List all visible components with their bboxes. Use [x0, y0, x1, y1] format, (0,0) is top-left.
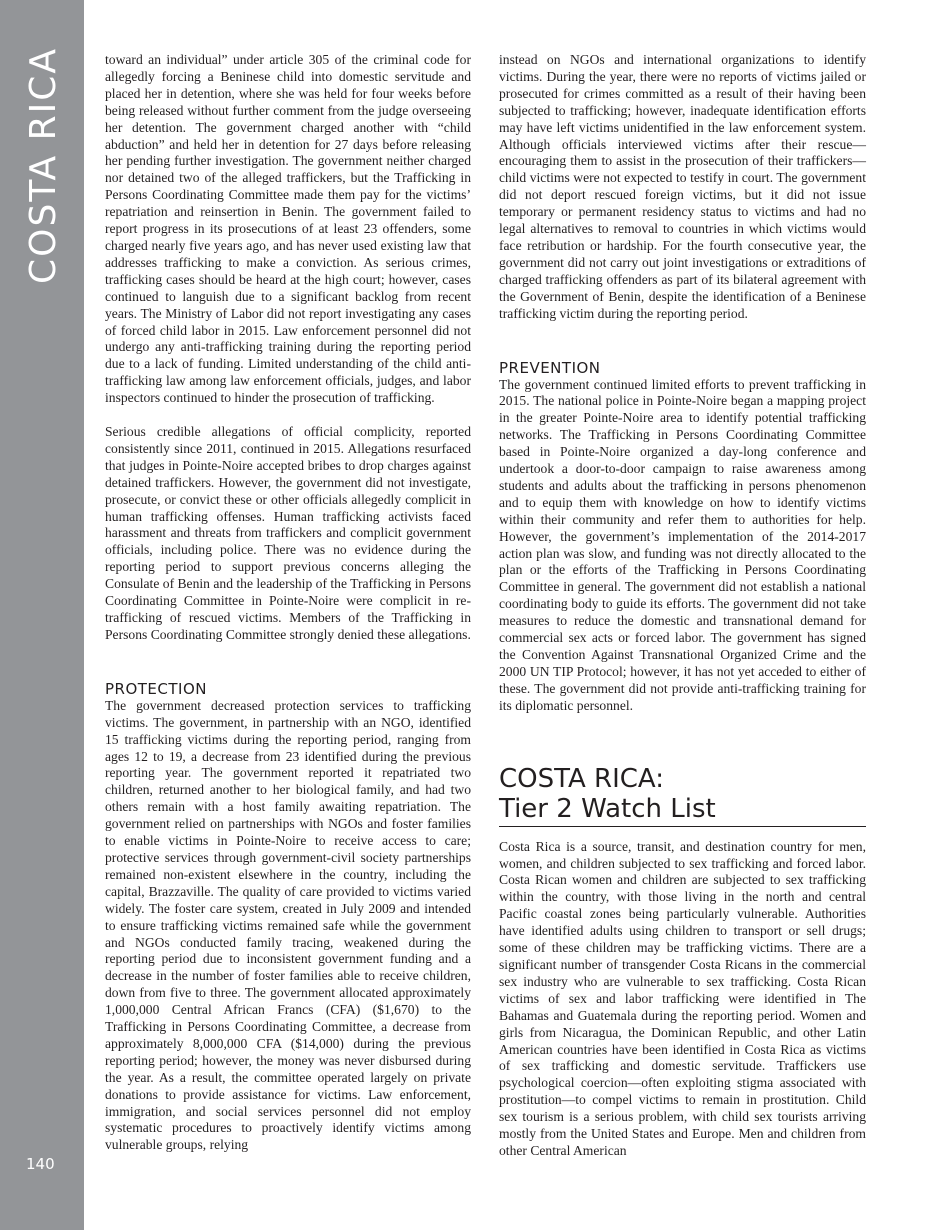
body-paragraph: The government decreased protection services to trafficking victims. The government, in partnership with an NGO, identified 15 trafficking victims during the reporting period, ranging from ages 12 to 19, a decrease from 23 identified during the previous reporting year. The government reported it repatriated two children, returned another to her biological family, and had two others remain with a host family awaiting repatriation. The government relied on partnerships with NGOs and foster families to enable victims in Pointe-Noire to receive access to care; protective services through government-civil society partnerships remained non-existent elsewhere in the country, including the capital, Brazzaville. The quality of care provided to victims varied widely. The foster care system, created in July 2009 and intended to ensure trafficking victims remained safe while the government and NGOs conducted family tracing, weakened during the reporting period due to inconsistent government funding and a decrease in the number of foster families able to receive children, down from five to three. The government allocated approximately 1,000,000 Central African Francs (CFA) ($1,670) to the Trafficking in Persons Coordinating Committee, a decrease from approximately 8,000,000 CFA ($14,000) during the previous reporting period; however, the money was never disbursed during the year. As a result, the committee operated largely on private donations to provide assistance for victims. Law enforcement, immigration, and social services personnel did not employ systematic procedures to proactively identify victims among vulnerable groups, relying — [105, 697, 471, 1153]
running-head-country: COSTA RICA — [23, 47, 64, 284]
body-paragraph: Costa Rica is a source, transit, and destination country for men, women, and children subjected to sex trafficking and forced labor. Costa Rican women and children are subjected to sex trafficking within the country, with those living in the north and central Pacific coastal zones being particularly vulnerable. Authorities have identified adults using children to transport or sell drugs; some of these children may be trafficking victims. There are a significant number of transgender Costa Ricans in the commercial sex industry who are vulnerable to sex trafficking. Costa Rican victims of sex and labor trafficking were identified in The Bahamas and Guatemala during the reporting period. Women and girls from Nicaragua, the Dominican Republic, and other Latin American countries have been identified in Costa Rica as victims of sex trafficking and domestic servitude. Traffickers use psychological coercion—often exploiting stigma associated with prostitution—to compel victims to remain in prostitution. Child sex tourism is a serious problem, with child sex tourists arriving mostly from the United States and Europe. Men and children from other Central American — [499, 838, 866, 1158]
side-band — [0, 0, 84, 1230]
body-paragraph: The government continued limited efforts to prevent trafficking in 2015. The national police in Pointe-Noire began a mapping project in the greater Pointe-Noire area to identify potential trafficking networks. The Trafficking in Persons Coordinating Committee based in Pointe-Noire organized a day-long conference and undertook a door-to-door campaign to raise awareness among students and adults about the trafficking in persons phenomenon and to equip them with knowledge on how to identify victims within their community and refer them to authorities for help. However, the government’s implementation of the 2014-2017 action plan was slow, and funding was not directly allocated to the plan or the efforts of the Trafficking in Persons Coordinating Committee in general. The government did not establish a national coordinating body to guide its efforts. The government did not take measures to reduce the domestic and transnational demand for commercial sex acts or forced labor. The government has signed the Convention Against Transnational Organized Crime and the 2000 UN TIP Protocol; however, it has not yet acceded to either of these. The government did not provide anti-trafficking training for its diplomatic personnel. — [499, 376, 866, 713]
page-number: 140 — [26, 1155, 55, 1173]
country-title — [499, 764, 866, 827]
left-column — [105, 52, 471, 1171]
body-paragraph: instead on NGOs and international organizations to identify victims. During the year, there were no reports of victims jailed or prosecuted for crimes committed as a result of their having been subjected to trafficking; however, inadequate identification efforts may have left victims unidentified in the law enforcement system. Although officials interviewed victims after their rescue—encouraging them to assist in the prosecution of their traffickers—child victims were not expected to testify in court. The government did not deport rescued foreign victims, but it did not issue temporary or permanent residency status to victims and had no legal alternatives to removal to countries in which victims would face retribution or hardship. For the fourth consecutive year, the government did not carry out joint investigations or extraditions of charged trafficking offenders as part of its bilateral agreement with the Government of Benin, despite the identification of a Beninese trafficking victim during the reporting period. — [499, 52, 866, 321]
body-paragraph: Serious credible allegations of official complicity, reported consistently since 2011, continued in 2015. Allegations resurfaced that judges in Pointe-Noire accepted bribes to drop charges against detained traffickers. However, the government did not investigate, prosecute, or convict these or other officials allegedly complicit in human trafficking offenses. Human trafficking activists faced harassment and threats from traffickers and complicit government officials, including police. There was no evidence during the reporting period to support previous concerns alleging the Consulate of Benin and the leadership of the Trafficking in Persons Coordinating Committee in Pointe-Noire were complicit in re-trafficking of rescued victims. Members of the Trafficking in Persons Coordinating Committee strongly denied these allegations. — [105, 424, 471, 642]
right-column — [499, 52, 866, 1177]
section-heading-prevention: PREVENTION — [499, 358, 601, 377]
country-title-line1: COSTA RICA: — [499, 763, 665, 794]
section-heading-protection: PROTECTION — [105, 679, 208, 698]
body-paragraph: toward an individual” under article 305 of the criminal code for allegedly forcing a Beninese child into domestic servitude and placed her in detention, where she was held for four weeks before being released without further comment from the judge overseeing her detention. The government charged another with “child abduction” and held her in detention for 27 days before releasing her pending further investigation. The government neither charged nor detained two of the alleged traffickers, but the Trafficking in Persons Coordinating Committee made them pay for the victims’ repatriation and reinsertion in Benin. The government failed to report progress in its prosecutions of at least 23 offenders, some charged nearly five years ago, and has never used existing law that addresses trafficking to make a conviction. As serious crimes, trafficking cases should be heard at the high court; however, cases continued to languish due to a significant backlog from recent years. The Ministry of Labor did not report investigating any cases of forced child labor in 2015. Law enforcement personnel did not undergo any anti-trafficking training during the reporting period due to a lack of funding. Limited understanding of the child anti-trafficking law among law enforcement officials, judges, and labor inspectors continued to hinder the prosecution of trafficking. — [105, 52, 471, 406]
country-title-line2: Tier 2 Watch List — [499, 793, 716, 824]
